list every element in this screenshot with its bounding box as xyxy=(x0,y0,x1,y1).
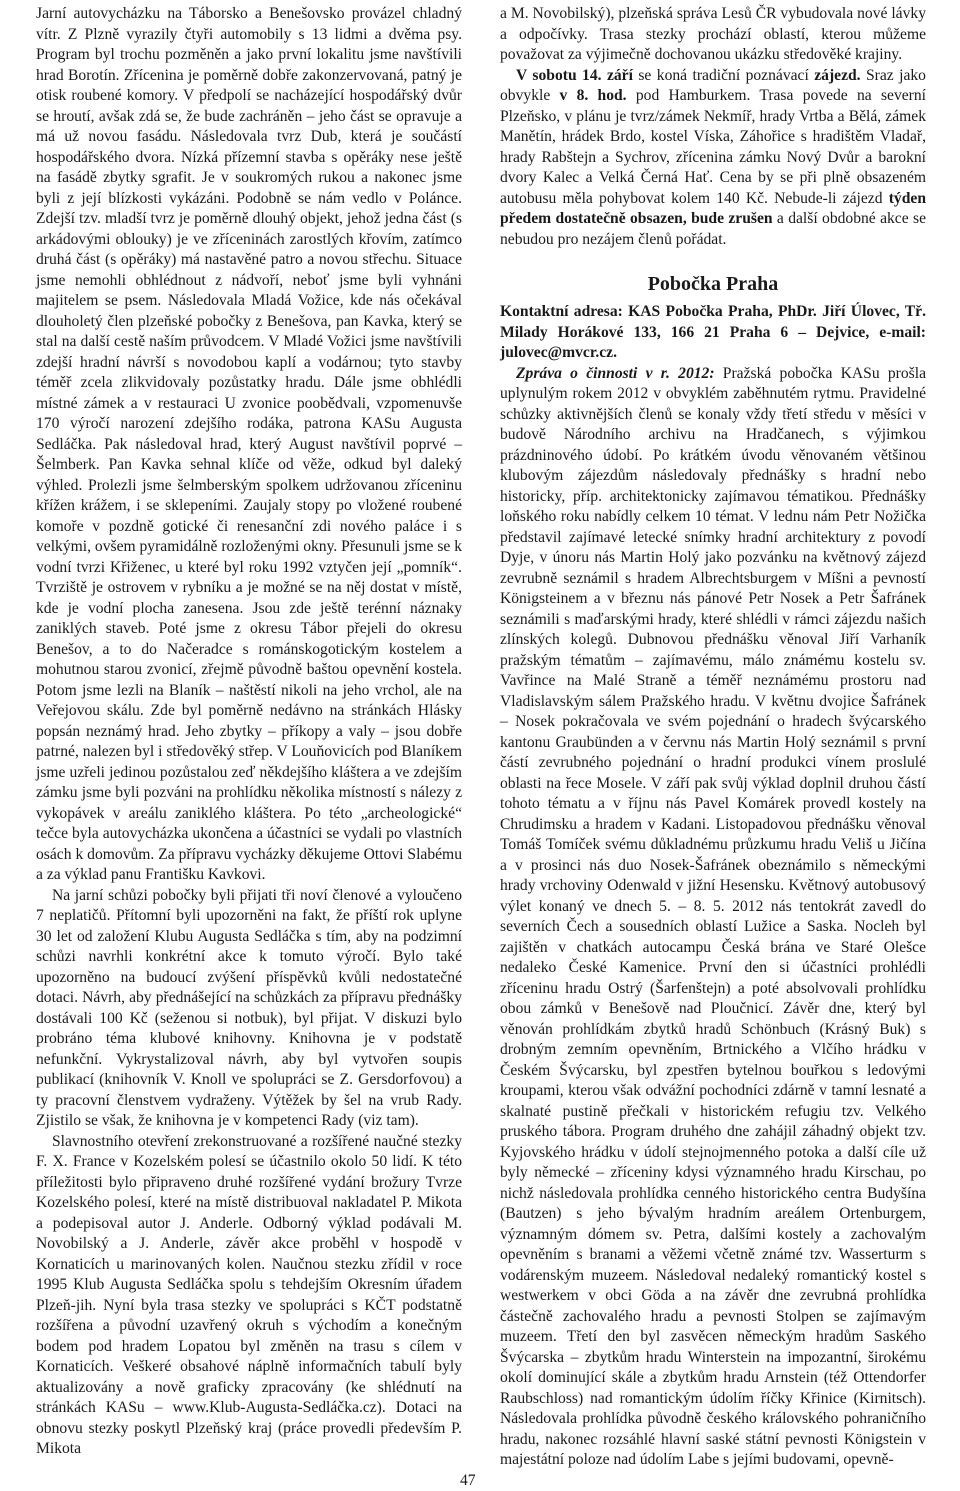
trip-time: v 8. hod. xyxy=(559,87,627,104)
trip-text-1: se koná tradiční poznávací xyxy=(632,66,815,84)
trip-text-3: pod Hamburkem. Trasa povede na severní Plzeňsko, v plánu je tvrz/zámek Nekmíř, hrady Vrtba a Bělá, zámek Manětín, hrádek Brdo, kostel Víska, Záhořice s hradištěm Vladař, hrady Rabštejn a Sychrov, zřícenina zámku Nový Dvůr a barokní dvory Kalec a Velká Černá Hať. Cena by se při plně obsazeném autobusu měla pohybovat kolem 140 Kč. Nebude-li zájezd xyxy=(500,87,927,207)
trip-text-4: a další obdobné akce se nebudou pro nezájem členů pořádat. xyxy=(500,210,926,248)
report-heading: Zpráva o činnosti v r. 2012: xyxy=(516,364,715,382)
right-paragraph-trip xyxy=(500,66,926,251)
contact-address: Kontaktní adresa: KAS Pobočka Praha, PhDr. Jiří Úlovec, Tř. Milady Horákové 133, 166 21 Praha 6 – Dejvice, e-mail: julovec@mvcr.cz. xyxy=(500,303,926,361)
left-column xyxy=(36,4,462,1460)
left-paragraph-trail: Slavnostního otevření zrekonstruované a rozšířené naučné stezky F. X. France v Kozelském polesí se účastnilo okolo 50 lidí. K této příležitosti bylo připraveno druhé rozšířené vydání brožury Tvrze Kozelského polesí, které na místě distribuoval nakladatel P. Mikota a podepisoval autor J. Anderle. Odborný výklad podávali M. Novobilský a J. Anderle, závěr akce proběhl v hospodě v Kornaticích u marinovaných kolen. Naučnou stezku zřídil v roce 1995 Klub Augusta Sedláčka spolu s tehdejším Okresním úřadem Plzeň-jih. Nyní byla trasa stezky ve spolupráci s KČT podstatně rozšířena a původní uzavřený okruh s východím a konečným bodem pod hradem Lopatou byl změněn na trasu s cílem v Kornaticích. Veškeré obsahové náplně informačních tabulí byly aktualizovány a nově graficky zpracovány (ke shlédnutí na stránkách KASu – www.Klub-Augusta-Sedláčka.cz). Dotaci na obnovu stezky poskytl Plzeňský kraj (práce provedli především P. Mikota xyxy=(36,1132,462,1457)
trip-label: zájezd. xyxy=(814,66,861,84)
right-paragraph-trail-end: a M. Novobilský), plzeňská správa Lesů ČR vybudovala nové lávky a odpočívky. Trasa stezky prochází oblastí, kterou můžeme považovat za výjimečně dochovanou ukázku středověké krajiny. xyxy=(500,5,926,63)
trip-date: V sobotu 14. září xyxy=(516,66,633,84)
trip-warning: týden předem dostatečně obsazen, bude zrušen xyxy=(500,189,926,227)
left-paragraph-excursion: Jarní autovycházku na Táborsko a Benešovsko provázel chladný vítr. Z Plzně vyrazily čtyři automobily s 13 lidmi a dvěma psy. Program byl trochu pozměněn a jako první lokalitu jsme navštívili hrad Borotín. Zřícenina je poměrně dobře zakonzervovaná, patný je otisk roubené komory. V předpolí se nacházející hospodářský dvůr se hroutí, avšak zdá se, že bude zachráněn – jeho část se opravuje a má už novou fasádu. Následovala tvrz Dub, která je součástí hospodářského dvora. Nízká přízemní stavba s opěráky nese ještě na fasádě zbytky sgrafit. Je v soukromých rukou a nakonec jsme byli z její blízkosti vykázáni. Podobně se nám vedlo v Polánce. Zdejší tzv. mladší tvrz je poměrně dlouhý objekt, jehož jedna část (s arkádovými oblouky) je ve zříceninách zarostlých křovím, zatímco druhá část (s opěráky) má nastavěné patro a novou střechu. Situace jsme nemohli obhlédnout z nádvoří, neboť jsme byli vyhnáni majitelem se psem. Následovala Mladá Vožice, kde nás očekával dlouholetý člen plzeňské pobočky z Benešova, pan Kavka, který se stal na další cestě naším průvodcem. V Mladé Vožici jsme navštívili zdejší hradní návrší s novodobou kaplí a vodárnou; tyto stavby téměř zcela zlikvidovaly pozůstatky hradu. Dále jsme obhlédli místné zámek a v restauraci U zvonice poobědvali, vzpomenuvše 170 výročí narození zdejšího rodáka, patrona KASu Augusta Sedláčka. Pak následoval hrad, který August navštívil poprvé – Šelmberk. Pan Kavka sehnal klíče od věže, odkud byl daleký výhled. Prolezli jsme šelmberským spolkem udržovanou zříceninu křížen krážem, i se sklepeními. Zaujaly stopy po vložené roubené komoře v pozdně gotické či renesanční zdi nového paláce i s velkými, ovšem pyramidálně rozloženými okny. Přesunuli jsme se k vodní tvrzi Křiženec, u které byl roku 1992 vztyčen její „pomník“. Tvrziště je ostrovem v rybníku a je možné se na něj dostat v místě, kde je vodní plocha zanesena. Jsou zde ještě terénní náznaky zaniklých staveb. Poté jsme z okresu Tábor přejeli do okresu Benešov, a to do Načeradce s románskogotickým kostelem a mohutnou starou zvonicí, zřejmě původně baštou opevnění kostela. Potom jsme lezli na Blaník – naštěstí nikoli na jeho vrchol, ale na Veřejovou skálu. Zde byl poměrně nedávno na stránkách Hlásky popsán neznámý hrad. Jeho zbytky – příkopy a valy – jsou dobře patrné, nalezen byl i středověký střep. V Louňovicích pod Blaníkem jsme uzřeli jedinou pozůstalou zeď někdejšího kláštera a ve zdejším zámku jsme byli pozváni na prohlídku několika místností s nálezy z vykopávek v areálu zaniklého kláštera. Po této „archeologické“ tečce byla autovycházka ukončena a účastníci se vydali po vlastních osách k domovům. Za přípravu vycházky děkujeme Ottovi Slabému a za výklad panu Františku Kavkovi. xyxy=(36,5,463,883)
trip-text-2: Sraz jako obvykle xyxy=(500,66,926,104)
left-paragraph-meeting: Na jarní schůzi pobočky byli přijati tři noví členové a vyloučeno 7 neplatičů. Přítomní byli upozorněni na fakt, že příští rok uplyne 30 let od založení Klubu Augusta Sedláčka s tím, aby na podzimní schůzi navrhli konkrétní akce k tomuto výročí. Bylo také upozorněno na budoucí zvýšení příspěvků kvůli nedostatečné dotaci. Návrh, aby přednášející na schůzkách za přípravu přednášky dostávali 100 Kč (seženou si notbuk), byl přijat. V diskuzi bylo probráno téma klubové knihovny. Knihovna je v podstatě nefunkční. Vykrystalizoval návrh, aby byl vytvořen soupis publikací (knihovník V. Knoll ve spolupráci se Z. Gersdorfovou) a ty pracovní členstvem vydraženy. Výtěžek by šel na vrub Rady. Zjistilo se však, že knihovna je v kompetenci Rady (viz tam). xyxy=(36,886,462,1129)
report-text: Pražská pobočka KASu prošla uplynulým rokem 2012 v obvyklém zaběhnutém rytmu. Pravidelné schůzky aktivnějších členů se konaly vždy třetí středu v měsíci v budově Národního archivu na Hradčanech, s výjimkou prázdninového údobí. Po krátkém úvodu věnovaném většinou klubovým zájezdům následovaly přednášky s hradní nebo historicky, příp. architektonicky zajímavou tématikou. Přednášky loňského roku nabídly celkem 10 témat. V lednu nám Petr Nožička představil zajímavé letecké snímky hradní architektury z povodí Dyje, v únoru nás Martin Holý jako pozvánku na květnový zájezd zevrubně seznámil s hradem Albrechtsburgem v Míšni a pevností Königsteinem a v březnu nás pánové Petr Nosek a Petr Šafránek seznámili s maďarskými hrady, které shlédli v rámci zájezdu našich zlínských kolegů. Dubnovou přednášku věnoval Jiří Varhaník pražským tématům – zajímavému, málo známému kostelu sv. Vavřince na Malé Straně a téměř neznámému prostoru nad Vladislavským sálem Pražského hradu. V květnu dvojice Šafránek – Nosek pokračovala ve svém pojednání o hradech švýcarského kantonu Graubünden a v červnu nás Martin Holý seznámil s první částí zevrubného pojednání o hradní produkci vínem proslulé oblasti na řece Mosele. V září pak svůj výklad doplnil druhou částí tohoto tématu a v říjnu nás Pavel Komárek provedl kostely na Chrudimsku a hradem v Kadani. Listopadovou přednášku věnoval Tomáš Tomíček svému důkladnému průzkumu hradu Veliš u Jičína a v prosinci nás duo Nosek-Šafránek obeznámilo s německými hrady vrchoviny Odenwald v jižní Hesensku. Květnový autobusový výlet konaný ve dnech 5. – 8. 5. 2012 nás tentokrát zavedl do severních Čech a sousedních oblastí Lužice a Saska. Nocleh byl zajištěn v chatkách autocampu Česká brána ve Staré Olešce nedaleko České Kamenice. První den si účastníci prohlédli zříceninu hradu Ostrý (Šarfenštejn) a poté absolvovali prohlídku obou zámků v Benešově nad Ploučnicí. Závěr dne, který byl věnován prohlídkám zbytků hradů Schönbuch (Krásný Buk) s drobným zemním opevněním, Brtnického a Vlčího hrádku v Českém Švýcarsku, byl zpestřen bytelnou bouřkou s ledovými kroupami, kterou však odvážní pochodníci zdárně v tamní lesnaté a skalnaté pustině přečkali v historickém refugiu tzv. Velkého pruského tábora. Program druhého dne zahájil záhadný objekt tzv. Kyjovského hrádku v údolí stejnojmenného potoka a další cíle už byly německé – zříceniny kdysi významného hradu Kirschau, po nichž následovala prohlídka cenného historického centra Budyšína (Bautzen) s jeho bývalým hradním areálem Ortenburgem, významným dómem sv. Petra, dalšími kostely a zachovalým opevněním s branami a věžemi včetně známé tzv. Wasserturm s vodárenským muzeem. Následoval nedaleký romantický kostel s westwerkem v obci Göda a na závěr dne zevrubná prohlídka částečně zachovalého hradu a pevnosti Stolpen se zajímavým muzeem. Třetí den byl zasvěcen německým hradům Saského Švýcarska – zbytkům hradu Winterstein na impozantní, širokému okolí dominující skále a zbytkům hradu Arnstein (též Ottendorfer Raubschloss) nad romantickým údolím říčky Křinice (Kirnitsch). Následovala prohlídka původně českého královského pohraničního hradu, nakonec rozsáhlé hlavní saské státní pevnosti Königstein v majestátní poloze nad údolím Labe s jejími budovami, opevně- xyxy=(500,364,926,1468)
section-title-praha: Pobočka Praha xyxy=(647,273,779,295)
right-paragraph-report xyxy=(500,364,926,1471)
page-number: 47 xyxy=(460,1472,476,1489)
right-column xyxy=(500,4,926,1471)
